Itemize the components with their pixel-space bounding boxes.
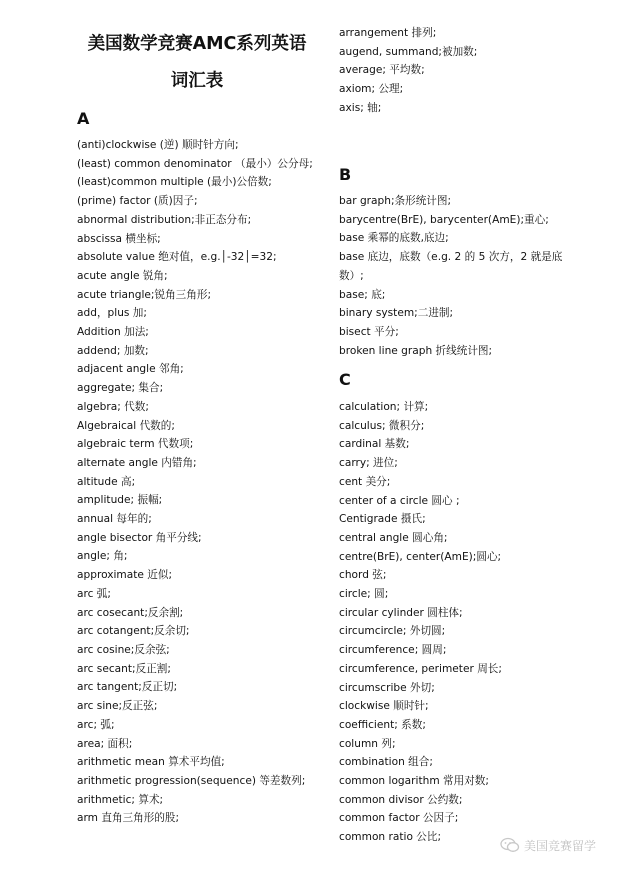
glossary-list-b [339,192,579,360]
glossary-entry: arc cosine;反余弦; [77,643,170,656]
glossary-entry: coefficient; 系数; [339,718,426,731]
glossary-entry: arithmetic progression(sequence) 等差数列; [77,774,306,787]
glossary-entry: circumscribe 外切; [339,681,435,694]
glossary-entry: arrangement 排列; [339,27,437,39]
glossary-entry: altitude 高; [77,475,136,488]
glossary-entry: arc; 弧; [77,718,115,731]
watermark [500,833,596,857]
glossary-entry: centre(BrE), center(AmE);圆心; [339,550,502,563]
glossary-entry: Addition 加法; [77,326,149,339]
section-heading-a: A [77,109,90,128]
glossary-entry: base 乘幂的底数,底边; [339,232,449,245]
glossary-entry: broken line graph 折线统计图; [339,344,493,357]
glossary-entry: barycentre(BrE), barycenter(AmE);重心; [339,213,549,226]
watermark-text: 美国竞赛留学 [524,838,597,853]
section-heading-b: B [339,165,352,184]
glossary-entry: clockwise 顺时针; [339,700,429,713]
glossary-entry: acute angle 锐角; [77,269,168,282]
glossary-entry: base; 底; [339,288,386,301]
glossary-entry: Centigrade 摄氏; [339,513,426,526]
glossary-entry: central angle 圆心角; [339,531,448,544]
glossary-entry: carry; 进位; [339,457,398,470]
glossary-entry: absolute value 绝对值，e.g.│-32│=32; [77,251,277,264]
page-title: 美国数学竞赛AMC系列英语 [87,34,307,54]
glossary-entry: circumference, perimeter 周长; [339,662,502,675]
glossary-entry: approximate 近似; [77,569,173,582]
glossary-entry: acute triangle;锐角三角形; [77,288,212,301]
glossary-entry: circle; 圆; [339,588,389,601]
wechat-icon [500,837,520,853]
glossary-entry: cent 美分; [339,475,391,488]
glossary-entry: circumference; 圆周; [339,644,447,657]
glossary-entry: (least) common denominator （最小）公分母; [77,157,313,170]
glossary-entry: (prime) factor (质)因子; [77,195,198,208]
page-title-line2: 词汇表 [170,71,224,91]
glossary-entry: axiom; 公理; [339,83,404,96]
glossary-entry: annual 每年的; [77,513,152,526]
glossary-entry: angle bisector 角平分线; [77,531,202,544]
glossary-entry: calculation; 计算; [339,401,429,413]
glossary-entry: (anti)clockwise (逆) 顺时针方向; [77,139,239,151]
glossary-entry: amplitude; 振幅; [77,494,163,507]
glossary-entry: arc sine;反正弦; [77,700,158,713]
glossary-entry: alternate angle 内错角; [77,456,197,469]
glossary-entry: algebra; 代数; [77,400,149,413]
section-heading-c: C [339,370,351,389]
glossary-entry: axis; 轴; [339,101,382,114]
glossary-entry: base 底边，底数（e.g. 2 的 5 次方，2 就是底数）; [339,251,563,282]
glossary-entry: center of a circle 圆心 ; [339,494,460,507]
glossary-entry: common ratio 公比; [339,831,442,844]
glossary-entry: (least)common multiple (最小)公倍数; [77,176,272,189]
glossary-list-a [77,136,317,828]
glossary-entry: arithmetic mean 算术平均值; [77,756,225,769]
glossary-list-c [339,398,579,847]
glossary-entry: algebraic term 代数项; [77,438,194,451]
glossary-entry: abscissa 横坐标; [77,232,161,245]
glossary-entry: circular cylinder 圆柱体; [339,606,463,619]
glossary-entry: circumcircle; 外切圆; [339,625,446,638]
glossary-entry: add，plus 加; [77,307,147,320]
glossary-entry: abnormal distribution;非正态分布; [77,213,252,226]
glossary-entry: arithmetic; 算术; [77,793,164,806]
glossary-entry: arc secant;反正割; [77,662,171,675]
glossary-entry: Algebraical 代数的; [77,419,175,432]
glossary-entry: chord 弦; [339,569,387,582]
glossary-entry: arc cosecant;反余割; [77,606,184,619]
glossary-list-a-continued [339,24,579,118]
glossary-entry: common logarithm 常用对数; [339,775,489,788]
glossary-entry: addend; 加数; [77,344,149,357]
glossary-entry: arc tangent;反正切; [77,681,178,694]
glossary-entry: column 列; [339,737,396,750]
glossary-entry: combination 组合; [339,756,433,769]
glossary-entry: arc cotangent;反余切; [77,625,190,638]
glossary-entry: binary system;二进制; [339,307,454,320]
glossary-entry: adjacent angle 邻角; [77,363,184,376]
glossary-entry: common factor 公因子; [339,812,459,825]
glossary-entry: angle; 角; [77,550,128,563]
glossary-entry: aggregate; 集合; [77,382,164,395]
glossary-entry: arm 直角三角形的股; [77,812,180,825]
glossary-entry: augend, summand;被加数; [339,45,478,58]
glossary-entry: bisect 平分; [339,325,399,338]
glossary-entry: calculus; 微积分; [339,419,425,432]
glossary-entry: arc 弧; [77,587,111,600]
glossary-entry: area; 面积; [77,737,133,750]
glossary-entry: bar graph;条形统计图; [339,195,452,207]
glossary-entry: cardinal 基数; [339,438,410,451]
glossary-entry: common divisor 公约数; [339,793,463,806]
glossary-entry: average; 平均数; [339,64,425,77]
